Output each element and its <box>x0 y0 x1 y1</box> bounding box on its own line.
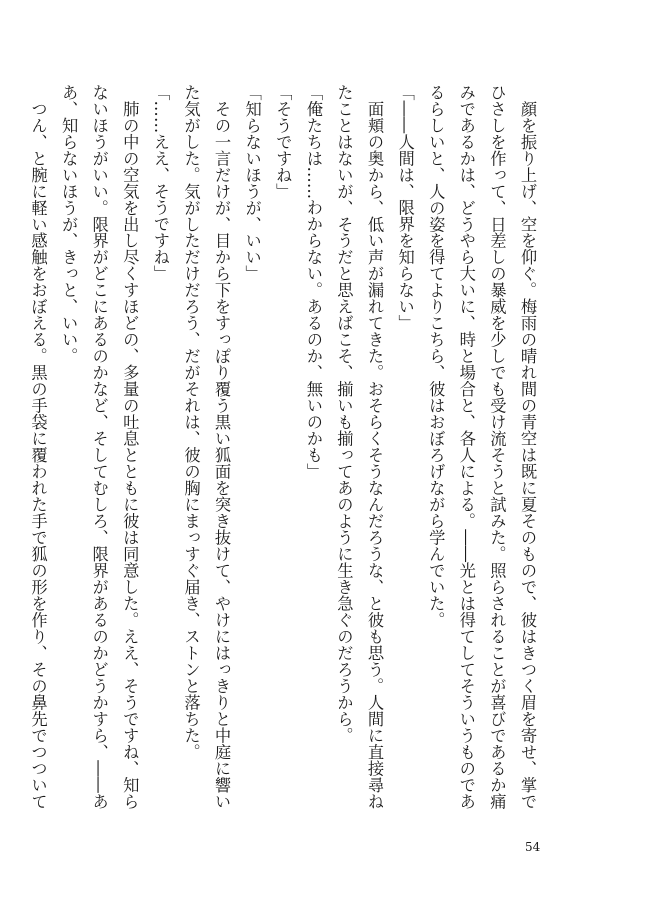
text-line: 「……ええ、そうですね」 <box>150 84 170 282</box>
text-line: たことはないが、そうだと思えばこそ、揃いも揃ってあのように生き急ぐのだろうから。 <box>334 84 354 744</box>
text-line: た気がした。気がしただけだろう、だがそれは、彼の胸にまっすぐ届き、ストンと落ちた。 <box>181 84 201 761</box>
text-line: 面頬の奥から、低い声が漏れてきた。おそらくそうなんだろうな、と彼も思う。人間に直接尋ね <box>365 84 385 810</box>
text-line: あ、知らないほうが、きっと、いい。 <box>59 84 79 365</box>
text-line: るらしいと、人の姿を得てよりこちら、彼はおぼろげながら学んでいた。 <box>426 84 446 629</box>
text-line: その一言だけが、目から下をすっぽり覆う黒い狐面を突き抜けて、やけにはっきりと中庭に響い <box>212 84 232 810</box>
text-line: 「俺たちは……わからない。あるのか、無いのかも」 <box>303 84 323 480</box>
text-line: みであるかは、どうやら大いに、時と場合と、各人による。――光とは得てしてそういうものであ <box>456 84 476 810</box>
text-line: 「――人間は、限界を知らない」 <box>395 84 415 332</box>
vertical-text-body <box>22 84 542 810</box>
text-line: 「知らないほうが、いい」 <box>242 84 262 282</box>
page-number: 54 <box>525 840 541 854</box>
text-line: つん、と腕に軽い感触をおぼえる。黒の手袋に覆われた手で狐の形を作り、その鼻先でつついて <box>28 84 48 810</box>
text-line: 肺の中の空気を出し尽くすほどの、多量の吐息とともに彼は同意した。ええ、そうですね、知ら <box>120 84 140 810</box>
text-line: ないほうがいい。限界がどこにあるのかなど、そしてむしろ、限界があるのかどうかすら、――あ <box>89 84 109 810</box>
text-line: 顔を振り上げ、空を仰ぐ。梅雨の晴れ間の青空は既に夏そのもので、彼はきつく眉を寄せ、掌で <box>518 84 537 810</box>
text-line: ひさしを作って、日差しの暴威を少しでも受け流そうと試みた。照らされることが喜びであるか痛 <box>487 84 507 810</box>
text-line: 「そうですね」 <box>273 84 293 200</box>
